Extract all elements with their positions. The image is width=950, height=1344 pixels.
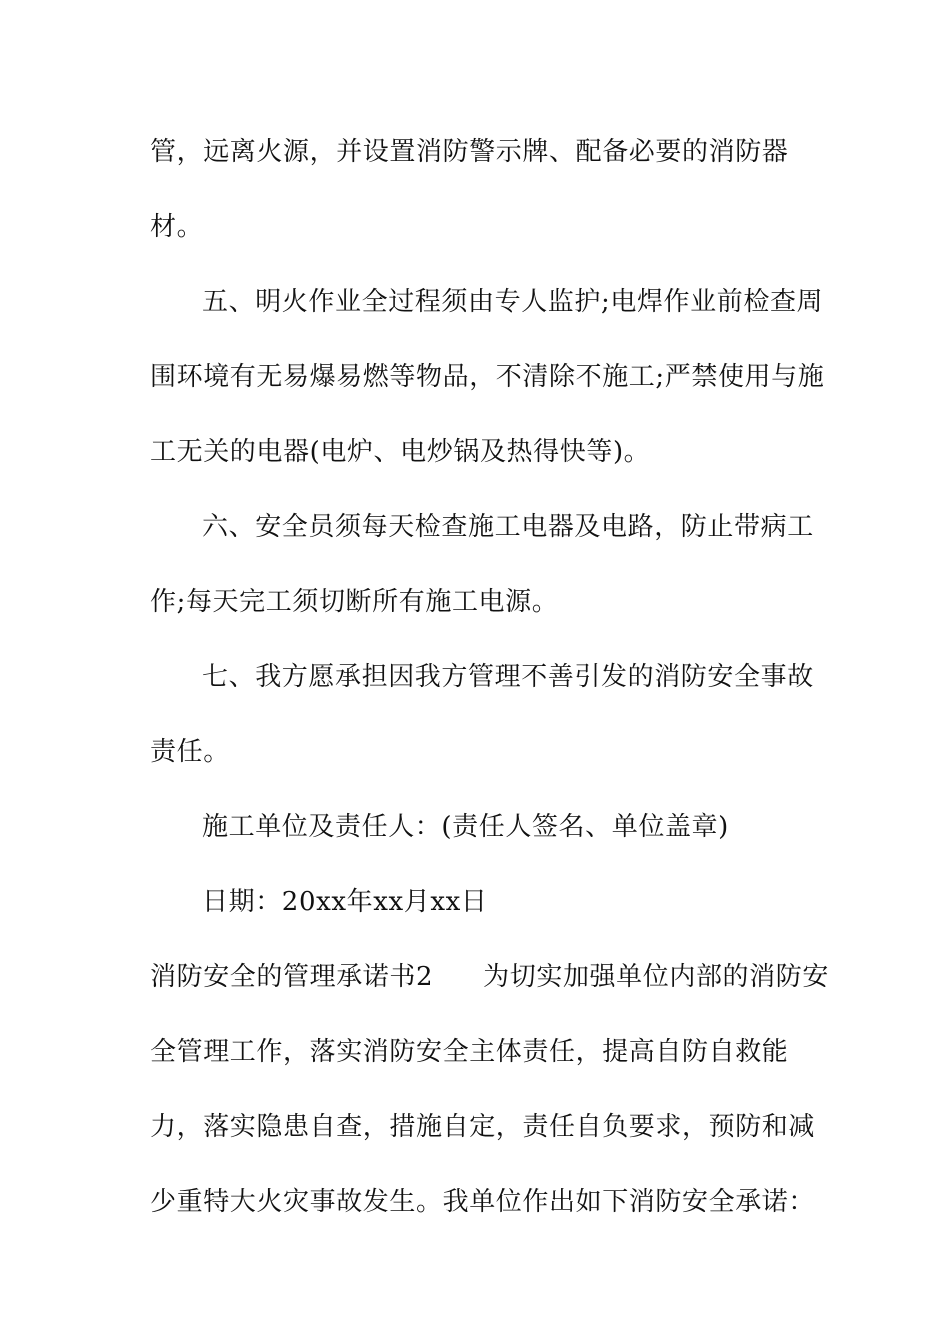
text-line: 全管理工作，落实消防安全主体责任，提高自防自救能 [150,1037,789,1067]
section-intro: 为切实加强单位内部的消防安 [483,962,829,992]
text-line: 责任。 [150,737,230,767]
text-line: 材。 [150,212,204,242]
text-line: 作;每天完工须切断所有施工电源。 [150,587,559,617]
text-line: 工无关的电器(电炉、电炒锅及热得快等)。 [150,437,651,467]
section-heading-line [150,961,830,993]
paragraph-five-line: 五、明火作业全过程须由专人监护;电焊作业前检查周 [202,287,824,317]
section-title: 消防安全的管理承诺书2 [150,962,434,992]
text-line: 力，落实隐患自查，措施自定，责任自负要求，预防和减 [150,1112,816,1142]
signature-line: 施工单位及责任人：(责任人签名、单位盖章) [202,812,729,842]
text-line: 围环境有无易爆易燃等物品，不清除不施工;严禁使用与施 [150,362,825,392]
text-line: 管，远离火源，并设置消防警示牌、配备必要的消防器 [150,137,789,167]
date-line: 日期：20xx年xx月xx日 [202,887,488,917]
paragraph-six-line: 六、安全员须每天检查施工电器及电路，防止带病工 [202,512,814,542]
text-line: 少重特大火灾事故发生。我单位作出如下消防安全承诺： [150,1187,816,1217]
paragraph-seven-line: 七、我方愿承担因我方管理不善引发的消防安全事故 [202,662,814,692]
